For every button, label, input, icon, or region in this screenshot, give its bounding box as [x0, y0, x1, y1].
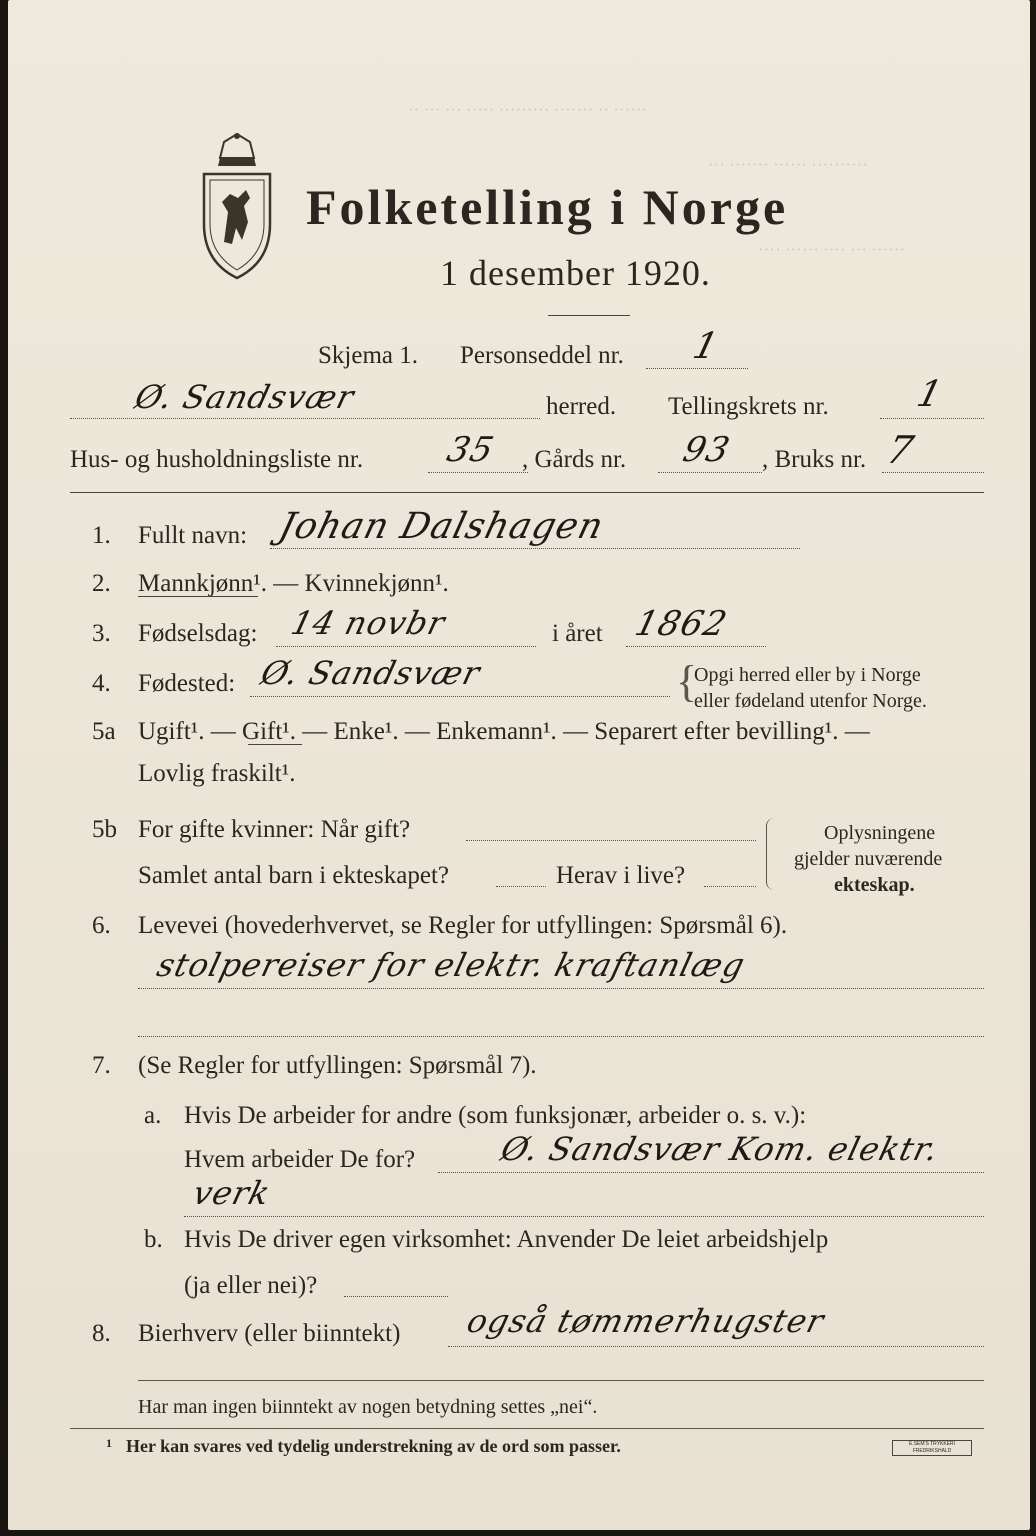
q7a-line-1: Hvis De arbeider for andre (som funksjonær, arbeider o. s. v.): — [184, 1102, 807, 1129]
tellingskrets-value: 1 — [912, 374, 948, 415]
bruks-field — [882, 472, 984, 473]
bruks-value: 7 — [882, 428, 919, 472]
side-income-value: også tømmerhugster — [463, 1302, 829, 1340]
q5a-line-2: Lovlig fraskilt¹. — [138, 760, 296, 787]
hus-field — [428, 472, 528, 473]
q8-label: Bierhverv (eller biinntekt) — [138, 1320, 401, 1347]
q7b-field — [344, 1296, 448, 1297]
bleed-through-text: ···· ······ ···· ··· ······ — [758, 240, 906, 259]
occupation-value: stolpereiser for elektr. kraftanlæg — [153, 946, 750, 984]
q7a-employer-field-2 — [184, 1216, 984, 1217]
census-date: 1 desember 1920. — [440, 253, 711, 293]
q7-number: 7. — [92, 1052, 111, 1079]
gards-label: , Gårds nr. — [522, 446, 627, 473]
q5a-line-1: Ugift¹. — Gift¹. — Enke¹. — Enkemann¹. — Separert efter bevilling¹. — — [138, 718, 870, 745]
q7a-letter: a. — [144, 1102, 162, 1129]
q6-number: 6. — [92, 912, 111, 939]
herred-label: herred. — [546, 393, 617, 420]
q3-number: 3. — [92, 620, 111, 647]
q2-label: Mannkjønn¹. — Kvinnekjønn¹. — [138, 570, 449, 597]
q4-note-2: eller fødeland utenfor Norge. — [694, 690, 927, 712]
hus-value: 35 — [443, 430, 499, 470]
bruks-label: , Bruks nr. — [762, 446, 867, 473]
census-form-page — [8, 0, 1030, 1530]
birthplace-value: Ø. Sandsvær — [257, 654, 485, 692]
q1-number: 1. — [92, 522, 111, 549]
herred-field — [70, 418, 540, 419]
q5b-line-2a: Samlet antal barn i ekteskapet? — [138, 862, 449, 889]
gards-value: 93 — [679, 430, 735, 470]
footnote-mark: 1 — [106, 1436, 112, 1450]
printer-mark: E.SEM'S TRYKKERI FREDRIKSHALD — [892, 1440, 972, 1456]
divider — [70, 492, 984, 493]
q4-field — [250, 696, 670, 697]
q7b-letter: b. — [144, 1226, 163, 1253]
herred-value: Ø. Sandsvær — [131, 378, 359, 416]
q5b-children-field — [496, 886, 546, 887]
q3-year-field — [626, 646, 766, 647]
personseddel-field — [646, 368, 748, 369]
q1-field — [270, 548, 800, 549]
q5b-number: 5b — [92, 816, 117, 843]
bleed-through-text: ·· ··· ··· ····· ········· ······· ·· ······ — [408, 100, 648, 119]
brace — [766, 818, 775, 890]
q5b-line-1: For gifte kvinner: Når gift? — [138, 816, 411, 843]
form-title: Folketelling i Norge — [306, 179, 789, 235]
footnote: Her kan svares ved tydelig understrekning av de ord som passer. — [126, 1436, 621, 1456]
q5b-note-2: gjelder nuværende — [794, 848, 943, 870]
employer-value-1: Ø. Sandsvær Kom. elektr. — [497, 1130, 943, 1168]
personseddel-label: Personseddel nr. — [460, 342, 624, 369]
gards-field — [658, 472, 762, 473]
q3-label: Fødselsdag: — [138, 620, 258, 647]
divider — [70, 1428, 984, 1429]
employer-value-2: verk — [189, 1174, 275, 1212]
q8-field — [448, 1346, 984, 1347]
q7a-employer-field — [438, 1172, 984, 1173]
q5b-when-field — [466, 840, 756, 841]
footer-note: Har man ingen biinntekt av nogen betydning settes „nei“. — [138, 1396, 598, 1418]
tellingskrets-field — [880, 418, 984, 419]
q1-label: Fullt navn: — [138, 522, 248, 549]
q7a-line-2: Hvem arbeider De for? — [184, 1146, 416, 1173]
tellingskrets-label: Tellingskrets nr. — [668, 393, 829, 420]
brace: { — [676, 657, 698, 706]
q5b-line-2b: Herav i live? — [556, 862, 686, 889]
personseddel-value: 1 — [688, 326, 724, 367]
gift-underline — [248, 744, 302, 745]
q8-number: 8. — [92, 1320, 111, 1347]
mannkjonn-underline — [138, 596, 258, 597]
q7b-line-2: (ja eller nei)? — [184, 1272, 318, 1299]
coat-of-arms-icon — [194, 132, 280, 282]
birthday-value: 14 novbr — [287, 604, 450, 642]
q4-label: Fødested: — [138, 670, 236, 697]
q5b-alive-field — [704, 886, 756, 887]
q3-year-label: i året — [552, 620, 603, 647]
q4-note-1: Opgi herred eller by i Norge — [694, 664, 921, 686]
bleed-through-text: ··· ······· ······ ·········· — [708, 155, 868, 174]
divider — [548, 315, 630, 316]
hus-label: Hus- og husholdningsliste nr. — [70, 446, 364, 473]
q7b-line-1: Hvis De driver egen virksomhet: Anvender De leiet arbeidshjelp — [184, 1226, 829, 1253]
q6-field-2 — [138, 1036, 984, 1037]
schema-label: Skjema 1. — [318, 342, 418, 369]
q3-field — [276, 646, 536, 647]
q6-field-1 — [138, 988, 984, 989]
divider — [138, 1380, 984, 1381]
q6-label: Levevei (hovederhvervet, se Regler for utfyllingen: Spørsmål 6). — [138, 912, 788, 939]
q4-number: 4. — [92, 670, 111, 697]
q5b-note-3: ekteskap. — [834, 874, 915, 896]
q7-label: (Se Regler for utfyllingen: Spørsmål 7). — [138, 1052, 537, 1079]
full-name-value: Johan Dalshagen — [274, 506, 609, 547]
q5b-note-1: Oplysningene — [824, 822, 936, 844]
birth-year-value: 1862 — [631, 604, 732, 644]
q5a-number: 5a — [92, 718, 116, 745]
q2-number: 2. — [92, 570, 111, 597]
